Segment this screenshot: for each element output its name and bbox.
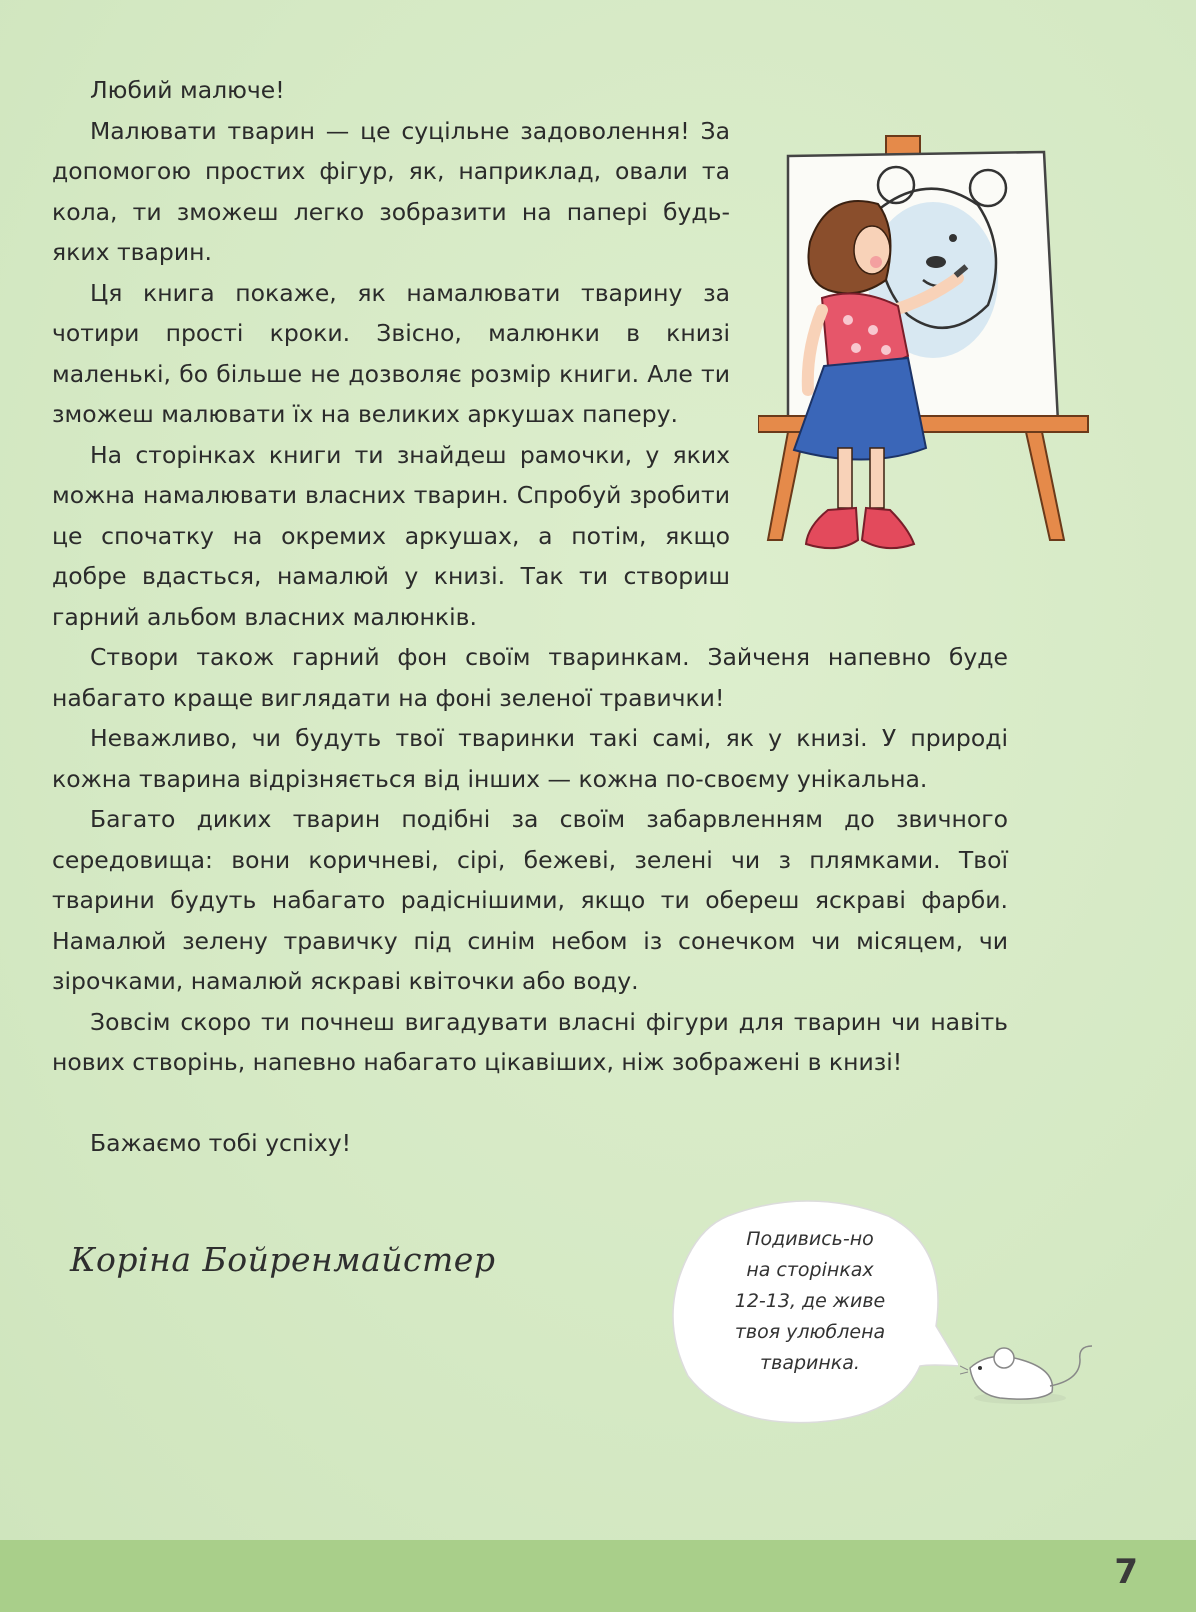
bubble-line: 12-13, де живе <box>734 1290 886 1312</box>
footer-band <box>0 1540 1196 1612</box>
white-mouse-icon <box>960 1340 1108 1420</box>
bubble-line: Подивись-но <box>746 1228 874 1250</box>
paragraph-2: Ця книга покаже, як намалювати тварину за чотири прості кроки. Звісно, малюнки в книзі маленькі, бо більше не дозволяє розмір книги. Але ти зможеш малювати їх на великих аркушах паперу. <box>52 278 730 428</box>
paragraph-6: Багато диких тварин подібні за своїм забарвленням до звичного середовища: вони коричневі, сірі, бежеві, зелені чи з плямками. Твої тварини будуть набагато радіснішими, якщо ти обереш яскраві фарби. Намалюй зелену травичку під синім небом із сонечком чи місяцем, чи зірочками, намалюй яскраві квіточки або воду. <box>52 805 1008 995</box>
paragraph-4: Створи також гарний фон своїм тваринкам. Зайченя напевно буде набагато краще виглядати на фоні зеленої травички! <box>52 643 1008 712</box>
girl-drawing-bear-on-easel-icon <box>758 130 1104 580</box>
bubble-line: твоя улюблена <box>734 1321 886 1343</box>
closing-line: Бажаємо тобі успіху! <box>90 1128 352 1157</box>
paragraph-3: На сторінках книги ти знайдеш рамочки, у яких можна намалювати власних тварин. Спробуй зробити це спочатку на окремих аркушах, а потім, якщо добре вдасться, намалюй у книзі. Так ти створиш гарний альбом власних малюнків. <box>52 440 730 631</box>
author-signature: Коріна Бойренмайстер <box>70 1240 496 1279</box>
paragraph-7: Зовсім скоро ти почнеш вигадувати власні фігури для тварин чи навіть нових створінь, напевно набагато цікавіших, ніж зображені в книзі! <box>52 1007 1008 1076</box>
page-number: 7 <box>1114 1552 1138 1592</box>
bubble-line: на сторінках <box>746 1259 874 1281</box>
paragraph-1: Малювати тварин — це суцільне задоволення! За допомогою простих фігур, як, наприклад, овали та кола, ти зможеш легко зобразити на папері будь-яких тварин. <box>52 116 730 266</box>
speech-bubble-text <box>690 1224 930 1379</box>
bubble-line: тваринка. <box>760 1352 860 1374</box>
paragraph-5: Неважливо, чи будуть твої тваринки такі самі, як у книзі. У природі кожна тварина відрізняється від інших — кожна по-своєму унікальна. <box>52 724 1008 793</box>
greeting: Любий малюче! <box>90 76 285 104</box>
